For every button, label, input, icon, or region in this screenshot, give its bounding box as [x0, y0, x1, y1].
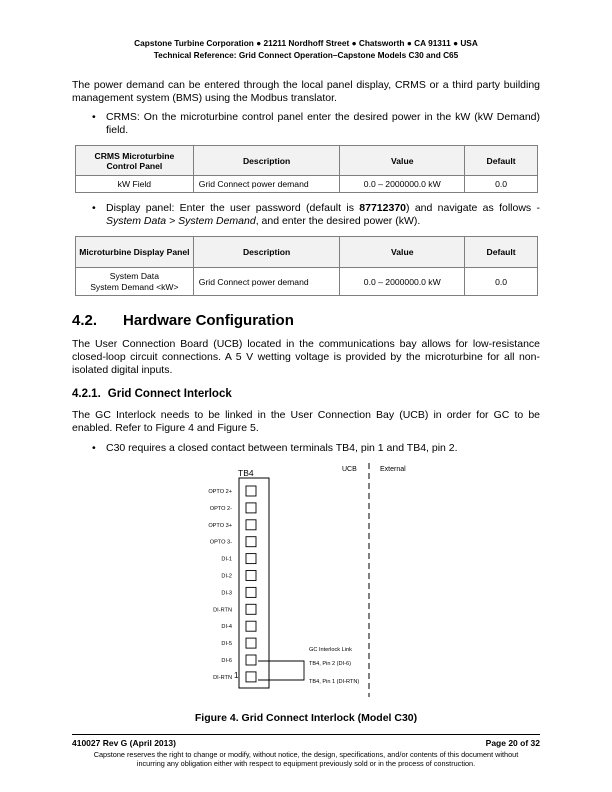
section-title: Hardware Configuration: [123, 312, 294, 329]
table-header: Value: [340, 146, 465, 176]
terminal-pin-label: OPTO 2-: [209, 505, 232, 512]
terminal-pin-label: OPTO 3-: [209, 539, 232, 546]
figure-caption: Figure 4. Grid Connect Interlock (Model C30): [194, 712, 418, 724]
terminal-pin-label: DI-5: [221, 641, 232, 648]
terminal-pin-label: DI-3: [221, 590, 232, 597]
pin1-label: TB4, Pin 1 (DI-RTN): [309, 679, 360, 685]
terminal-pin-box: [246, 604, 256, 614]
terminal-pin-label: OPTO 2+: [208, 489, 232, 495]
footer-rule: [72, 734, 540, 735]
bullet-display-pre: Display panel: Enter the user password (default is: [106, 202, 360, 214]
terminal-block: [239, 478, 269, 688]
pin1-marker: 1: [234, 670, 239, 680]
table-header: Description: [193, 237, 340, 268]
bullet-display-mid: ) and navigate as follows -: [406, 202, 540, 214]
table-header: Default: [465, 146, 538, 176]
terminal-pin-box: [246, 587, 256, 597]
external-label: External: [380, 466, 406, 473]
terminal-pin-box: [246, 503, 256, 513]
terminal-pin-label: DI-RTN: [213, 674, 232, 681]
terminal-pin-box: [246, 672, 256, 682]
table-cell: 0.0 – 2000000.0 kW: [340, 176, 465, 193]
terminal-pin-box: [246, 621, 256, 631]
table-cell: 0.0 – 2000000.0 kW: [340, 268, 465, 296]
table-header: Description: [193, 146, 340, 176]
table-header: Default: [465, 237, 538, 268]
bullet-crms-text: CRMS: On the microturbine control panel enter the desired power in the kW (kW Demand) field.: [106, 111, 540, 136]
terminal-pin-box: [246, 537, 256, 547]
table-cell-line: System Demand <kW>: [90, 281, 179, 292]
ucb-label: UCB: [342, 466, 357, 473]
table-cell: Grid Connect power demand: [193, 268, 340, 296]
default-password: 87712370: [359, 202, 406, 214]
header-address: Capstone Turbine Corporation ● 21211 Nordhoff Street ● Chatsworth ● CA 91311 ● USA: [134, 38, 478, 48]
footer-disclaimer-line2: incurring any obligation either with respect to equipment previously sold or in the process of construction.: [136, 759, 476, 768]
footer-page-number: Page 20 of 32: [485, 738, 540, 748]
terminal-pin-box: [246, 520, 256, 530]
header-title: Technical Reference: Grid Connect Operation–Capstone Models C30 and C65: [153, 50, 459, 60]
terminal-pin-label: DI-RTN: [213, 607, 232, 614]
subsection-paragraph: The GC Interlock needs to be linked in the User Connection Bay (UCB) in order for GC to be enabled. Refer to Figure 4 and Figure 5.: [72, 409, 540, 434]
bullet-marker: •: [92, 111, 96, 123]
section-number: 4.2.: [72, 312, 98, 329]
terminal-pin-label: DI-4: [221, 624, 232, 631]
terminal-pin-label: OPTO 3+: [208, 522, 232, 529]
subsection-title: Grid Connect Interlock: [107, 388, 232, 400]
table-header: Microturbine Display Panel: [76, 237, 194, 268]
interlock-link-label: GC Interlock Link: [309, 647, 352, 653]
bullet-marker: •: [92, 202, 96, 214]
tb4-label: TB4: [238, 468, 254, 478]
table-cell: kW Field: [76, 176, 194, 193]
terminal-pin-box: [246, 638, 256, 648]
intro-paragraph: The power demand can be entered through the local panel display, CRMS or a third party building management system (BMS) using the Modbus translator.: [72, 79, 540, 104]
pin2-label: TB4, Pin 2 (DI-6): [309, 661, 351, 667]
table-cell: 0.0: [465, 268, 538, 296]
bullet-display-post: , and enter the desired power (kW).: [255, 215, 421, 227]
bullet-c30-text: C30 requires a closed contact between terminals TB4, pin 1 and TB4, pin 2.: [106, 442, 458, 454]
terminal-pin-label: DI-1: [221, 556, 232, 563]
table-cell-line: System Data: [109, 270, 159, 281]
terminal-pin-box: [246, 571, 256, 581]
bullet-marker: •: [92, 442, 96, 454]
terminal-pin-box: [246, 655, 256, 665]
terminal-pin-box: [246, 554, 256, 564]
table-header: Value: [340, 237, 465, 268]
footer-doc-number: 410027 Rev G (April 2013): [72, 738, 176, 748]
footer-disclaimer-line1: Capstone reserves the right to change or modify, without notice, the design, specifications, and/or contents of this document without: [93, 750, 519, 759]
terminal-pins: [208, 486, 256, 682]
terminal-pin-box: [246, 486, 256, 496]
terminal-pin-label: DI-2: [221, 573, 232, 580]
subsection-number: 4.2.1.: [72, 388, 101, 400]
menu-path: System Data > System Demand: [106, 215, 256, 227]
terminal-pin-label: DI-6: [221, 658, 232, 664]
interlock-link-wire: [258, 661, 304, 680]
section-paragraph: The User Connection Board (UCB) located in the communications bay allows for low-resistance closed-loop circuit connections. A 5 V wetting voltage is provided by the microturbine for all non-isolated digital inputs.: [72, 338, 540, 376]
table-cell: Grid Connect power demand: [193, 176, 340, 193]
table-cell: 0.0: [465, 176, 538, 193]
table-header: CRMS Microturbine Control Panel: [76, 146, 194, 176]
